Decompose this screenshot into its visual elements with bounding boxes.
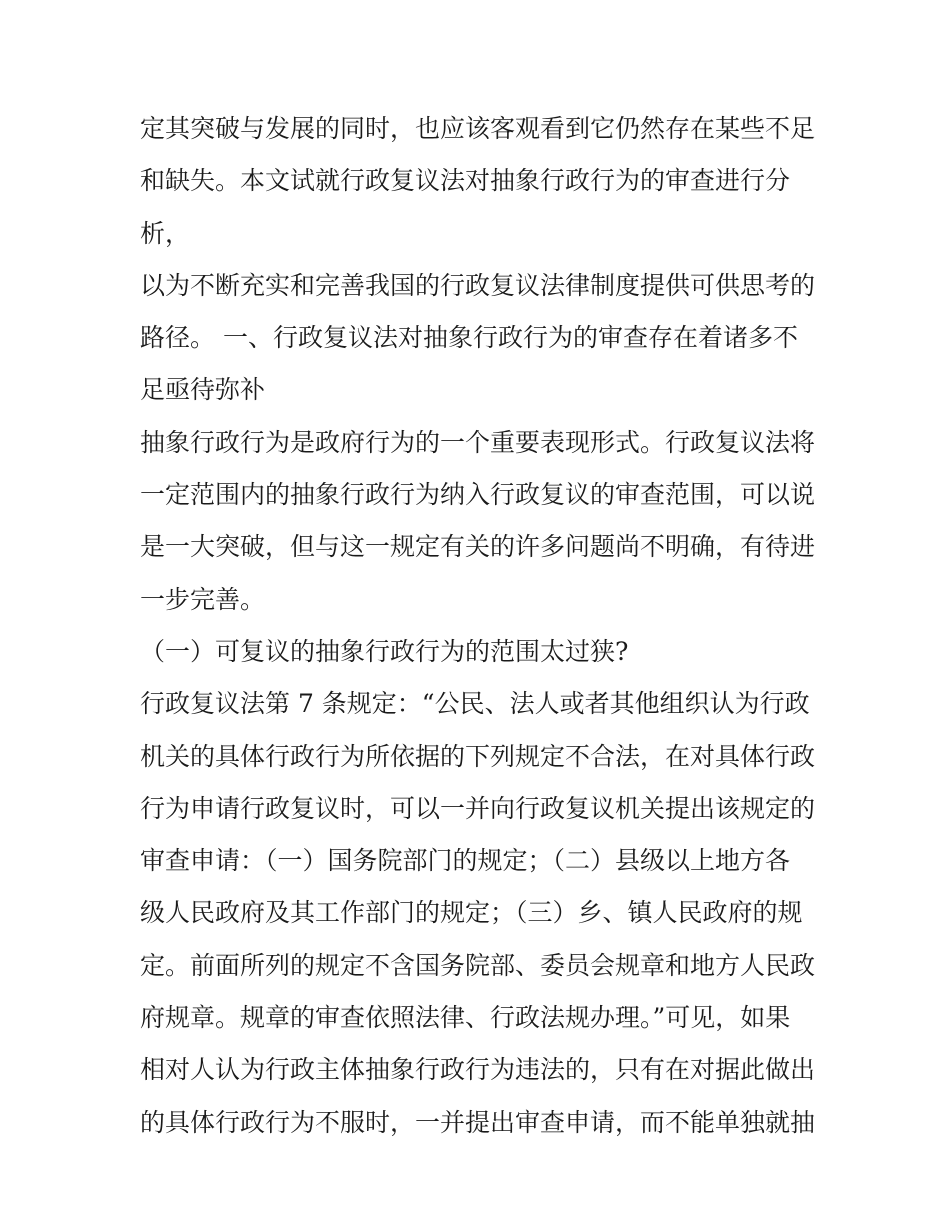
text-line: 和缺失。本文试就行政复议法对抽象行政行为的审查进行分 [140,166,791,196]
text-line: 一步完善。 [140,584,266,614]
text-line: 行为申请行政复议时，可以一并向行政复议机关提出该规定的 [140,793,816,823]
text-line: 相对人认为行政主体抽象行政行为违法的，只有在对据此做出 [140,1055,816,1085]
text-line: 府规章。规章的审查依照法律、行政法规办理。”可见，如果 [140,1003,791,1033]
text-line: 以为不断充实和完善我国的行政复议法律制度提供可供思考的 [140,270,816,300]
text-line: 级人民政府及其工作部门的规定；（三）乡、镇人民政府的规 [140,898,803,928]
body-text [140,103,820,1149]
text-line: 的具体行政行为不服时，一并提出审查申请，而不能单独就抽 [140,1107,816,1137]
text-line: 定。前面所列的规定不含国务院部、委员会规章和地方人民政 [140,950,816,980]
text-line: （一）可复议的抽象行政行为的范围太过狭? [140,636,629,666]
text-line: 足亟待弥补 [140,375,266,405]
text-line: 审查申请：（一）国务院部门的规定；（二）县级以上地方各 [140,846,791,876]
text-line: 行政复议法第 7 条规定：“公民、法人或者其他组织认为行政 [140,689,810,719]
text-line: 定其突破与发展的同时，也应该客观看到它仍然存在某些不足 [140,114,816,143]
text-line: 一定范围内的抽象行政行为纳入行政复议的审查范围，可以说 [140,480,816,510]
text-line: 析， [140,218,191,248]
text-line: 是一大突破，但与这一规定有关的许多问题尚不明确，有待进 [140,532,816,562]
text-line: 路径。 一、行政复议法对抽象行政行为的审查存在着诸多不 [140,323,798,353]
text-line: 机关的具体行政行为所依据的下列规定不合法，在对具体行政 [140,741,816,771]
text-line: 抽象行政行为是政府行为的一个重要表现形式。行政复议法将 [140,427,816,457]
